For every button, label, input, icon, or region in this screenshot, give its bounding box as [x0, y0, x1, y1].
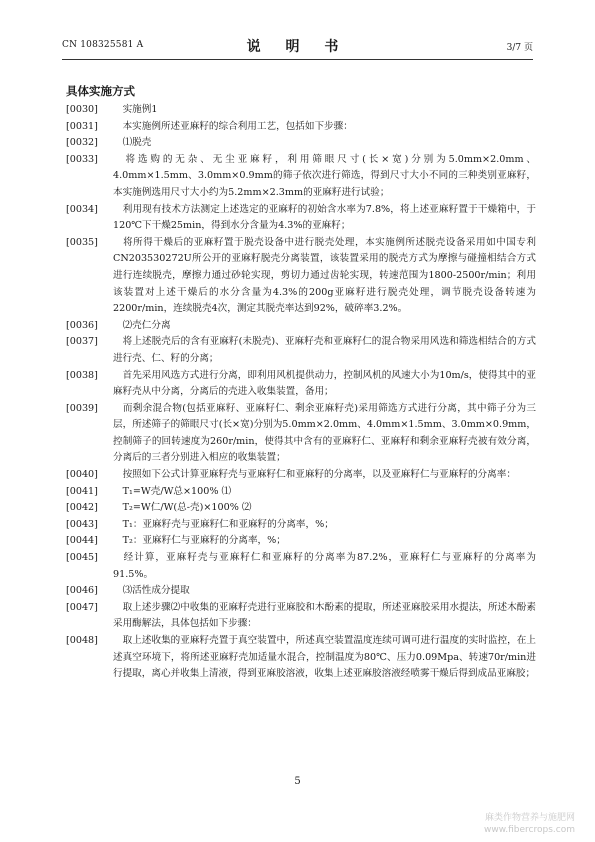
page-indicator: 3/7 页 [506, 43, 533, 53]
paragraph [66, 517, 536, 534]
paragraph [66, 152, 536, 202]
paragraph-number: [0040] [66, 469, 98, 481]
paragraph-text: ⑴脱壳 [113, 137, 152, 149]
paragraph-number: [0043] [66, 518, 98, 530]
paragraph-number: [0031] [66, 120, 98, 132]
paragraph [66, 633, 536, 683]
paragraph-number: [0048] [66, 635, 98, 646]
paragraph-number: [0032] [66, 137, 98, 149]
paragraph-text: 将上述脱壳后的含有亚麻籽(未脱壳)、亚麻籽壳和亚麻籽仁的混合物采用风选和筛选相结合的方式进行壳、仁、籽的分离； [113, 336, 536, 364]
watermark-url: www.fibercrops.com [484, 825, 575, 835]
paragraph-number: [0030] [66, 104, 98, 115]
paragraph-number: [0041] [66, 485, 98, 497]
paragraph-text: 而剩余混合物(包括亚麻籽、亚麻籽仁、剩余亚麻籽壳)采用筛选方式进行分离，其中筛子分为三层，所述筛子的筛眼尺寸(长×宽)分别为5.0mm×2.0mm、4.0mm×1.5mm、3.0mm×0.9mm，控制筛子的回转速度为260r/min，使得其中含有的亚麻籽仁、亚麻籽和剩余亚麻籽壳被有效分离，分离后的三者分别进入相应的收集装置； [113, 402, 536, 464]
paragraph [66, 119, 536, 136]
paragraph [66, 334, 536, 367]
paragraph-list [66, 102, 536, 683]
paragraph-number: [0034] [66, 203, 98, 215]
paragraph-text: T₂：亚麻籽仁与亚麻籽的分离率，%； [113, 535, 286, 547]
paragraph-text: 利用现有技术方法测定上述选定的亚麻籽的初始含水率为7.8%，将上述亚麻籽置于干燥箱中，于120℃下干燥25min，得到水分含量为4.3%的亚麻籽； [113, 203, 536, 232]
section-title: 具体实施方式 [66, 84, 135, 98]
document-title: 说 明 书 [246, 39, 349, 55]
paragraph-number: [0037] [66, 336, 98, 348]
paragraph [66, 467, 536, 484]
paragraph [66, 484, 536, 501]
paragraph-text: 首先采用风选方式进行分离，即利用风机提供动力，控制风机的风速大小为10m/s，使得其中的亚麻籽壳从中分离，分离后的壳进入收集装置，备用； [113, 369, 536, 398]
paragraph [66, 583, 536, 600]
paragraph-text: 将所得干燥后的亚麻籽置于脱壳设备中进行脱壳处理，本实施例所述脱壳设备采用如中国专利CN203530272U所公开的亚麻籽脱壳分离装置，该装置采用的脱壳方式为摩擦与碰撞相结合方式进行连续脱壳，摩擦力通过砂轮实现，剪切力通过齿轮实现，转速范围为1800-2500r/min；利用该装置对上述干燥后的水分含量为4.3%的200g亚麻籽进行脱壳处理，调节脱壳设备转速为2200r/min，连续脱壳4次，测定其脱壳率达到92%，破碎率3.2%。 [113, 236, 536, 315]
paragraph-number: [0038] [66, 369, 98, 381]
paragraph-text: 经计算，亚麻籽壳与亚麻籽仁和亚麻籽的分离率为87.2%，亚麻籽仁与亚麻籽的分离率为91.5%。 [113, 552, 536, 580]
paragraph-number: [0045] [66, 552, 98, 564]
page-number: 5 [294, 776, 301, 787]
paragraph [66, 202, 536, 235]
paragraph-text: ⑶活性成分提取 [113, 585, 190, 597]
paragraph [66, 235, 536, 318]
paragraph [66, 102, 536, 119]
paragraph [66, 318, 536, 335]
paragraph-text: T₁=W壳/W总×100% ⑴ [113, 485, 232, 497]
document-body [66, 83, 536, 683]
watermark-name: 麻类作物营养与施肥网 [484, 813, 575, 823]
paragraph [66, 600, 536, 633]
paragraph-number: [0044] [66, 535, 98, 547]
paragraph [66, 550, 536, 583]
paragraph-text: T₂=W仁/W(总-壳)×100% ⑵ [113, 502, 252, 514]
patent-number: CN 108325581 A [62, 40, 144, 50]
paragraph [66, 533, 536, 550]
paragraph [66, 401, 536, 467]
paragraph [66, 135, 536, 152]
paragraph-text: 实施例1 [113, 104, 158, 115]
paragraph-text: ⑵壳仁分离 [113, 319, 171, 331]
paragraph [66, 500, 536, 517]
paragraph-number: [0046] [66, 585, 98, 597]
header-divider [62, 59, 533, 60]
page-header [62, 36, 533, 56]
paragraph-text: 本实施例所述亚麻籽的综合利用工艺，包括如下步骤： [113, 120, 353, 132]
paragraph-text: 取上述步骤⑵中收集的亚麻籽壳进行亚麻胶和木酚素的提取，所述亚麻胶采用水提法，所述木酚素采用酶解法，具体包括如下步骤： [113, 601, 536, 630]
paragraph-text: 按照如下公式计算亚麻籽壳与亚麻籽仁和亚麻籽的分离率，以及亚麻籽仁与亚麻籽的分离率： [113, 469, 516, 481]
paragraph-number: [0036] [66, 319, 98, 331]
paragraph-text: 将选购的无杂、无尘亚麻籽，利用筛眼尺寸(长×宽)分别为5.0mm×2.0mm、4.0mm×1.5mm、3.0mm×0.9mm的筛子依次进行筛选，得到尺寸大小不同的三种类别亚麻籽，本实施例选用尺寸大小约为5.2mm×2.3mm的亚麻籽进行试验； [113, 153, 536, 198]
paragraph-number: [0047] [66, 601, 98, 613]
paragraph-text: T₁：亚麻籽壳与亚麻籽仁和亚麻籽的分离率，%； [113, 518, 334, 530]
paragraph [66, 368, 536, 401]
watermark [484, 812, 575, 836]
paragraph-number: [0035] [66, 236, 98, 248]
paragraph-text: 取上述收集的亚麻籽壳置于真空装置中，所述真空装置温度连续可调可进行温度的实时监控，在上述真空环境下，将所述亚麻籽壳加适量水混合，控制温度为80℃、压力0.09Mpa、转速70r/min进行提取，离心并收集上清液，得到亚麻胶溶液，收集上述亚麻胶溶液经喷雾干燥后得到成品亚麻胶； [113, 635, 536, 680]
paragraph-number: [0033] [66, 153, 98, 165]
paragraph-number: [0039] [66, 402, 98, 414]
paragraph-number: [0042] [66, 502, 98, 514]
